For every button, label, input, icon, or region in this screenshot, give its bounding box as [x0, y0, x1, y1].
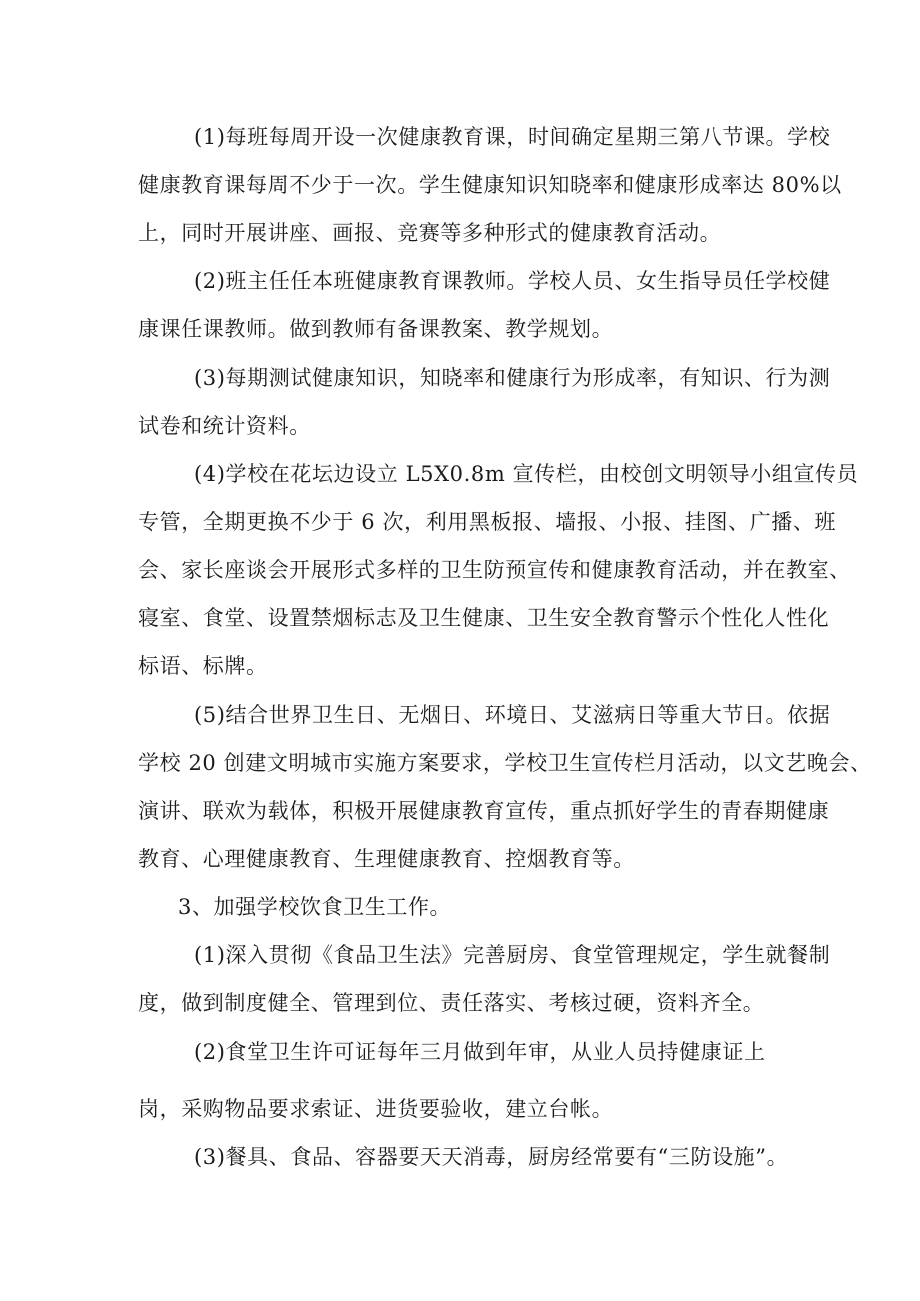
- section-heading: 3、加强学校饮食卫生工作。: [178, 895, 452, 919]
- text-line: 康课任课教师。做到教师有备课教案、教学规划。: [138, 317, 614, 341]
- text-line: 度，做到制度健全、管理到位、责任落实、考核过硬，资料齐全。: [138, 991, 765, 1015]
- text-line: 标语、标牌。: [138, 654, 268, 678]
- text-line: (4)学校在花坛边设立 L5X0.8m 宣传栏，由校创文明领导小组宣传员: [194, 462, 859, 486]
- text-line: 岗，采购物品要求索证、进货要验收，建立台帐。: [138, 1097, 614, 1121]
- text-line: 教育、心理健康教育、生理健康教育、控烟教育等。: [138, 847, 635, 871]
- text-line: (2)班主任任本班健康教育课教师。学校人员、女生指导员任学校健: [194, 269, 831, 293]
- text-line: 健康教育课每周不少于一次。学生健康知识知晓率和健康形成率达 80%以: [138, 173, 842, 197]
- text-line: (3)每期测试健康知识，知晓率和健康行为形成率，有知识、行为测: [194, 366, 831, 390]
- text-line: 寝室、食堂、设置禁烟标志及卫生健康、卫生安全教育警示个性化人性化: [138, 606, 830, 630]
- text-line: (1)每班每周开设一次健康教育课，时间确定星期三第八节课。学校: [194, 125, 831, 149]
- text-line: (2)食堂卫生许可证每年三月做到年审，从业人员持健康证上: [194, 1040, 766, 1064]
- text-line: 学校 20 创建文明城市实施方案要求，学校卫生宣传栏月活动，以文艺晚会、: [138, 751, 872, 775]
- text-line: 上，同时开展讲座、画报、竞赛等多种形式的健康教育活动。: [138, 221, 722, 245]
- text-line: 演讲、联欢为载体，积极开展健康教育宣传，重点抓好学生的青春期健康: [138, 799, 830, 823]
- text-line: (3)餐具、食品、容器要天天消毒，厨房经常要有“三防设施”。: [194, 1145, 789, 1169]
- text-line: (5)结合世界卫生日、无烟日、环境日、艾滋病日等重大节日。依据: [194, 703, 831, 727]
- text-line: (1)深入贯彻《食品卫生法》完善厨房、食堂管理规定，学生就餐制: [194, 943, 831, 967]
- text-line: 专管，全期更换不少于 6 次，利用黑板报、墙报、小报、挂图、广播、班: [138, 510, 837, 534]
- text-line: 会、家长座谈会开展形式多样的卫生防预宣传和健康教育活动，并在教室、: [138, 558, 851, 582]
- text-line: 试卷和统计资料。: [138, 414, 311, 438]
